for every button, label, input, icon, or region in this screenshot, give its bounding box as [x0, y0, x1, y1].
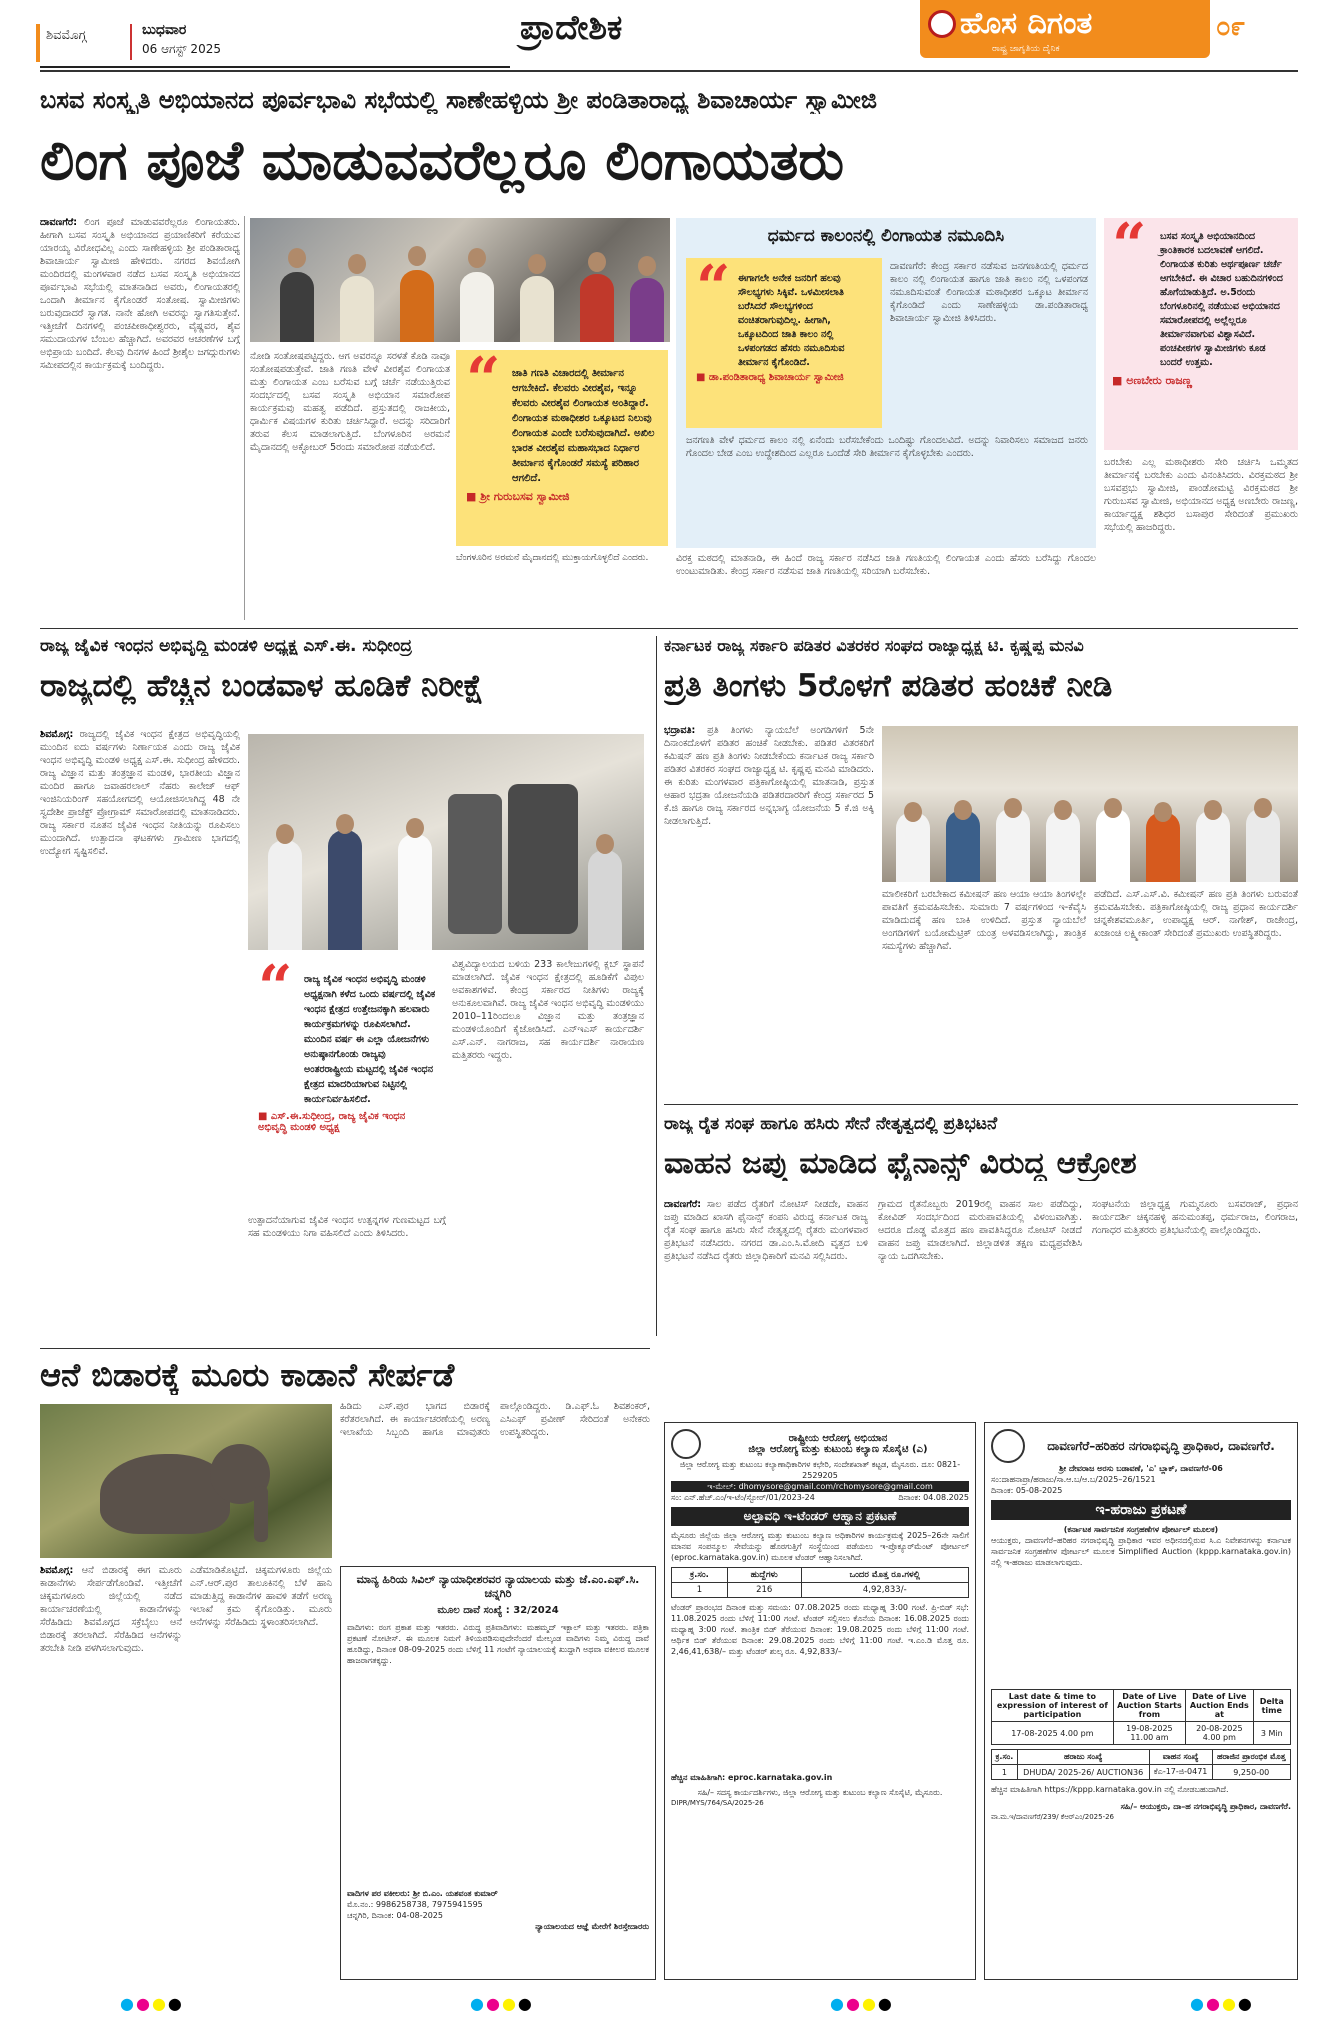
story1-blue-box	[676, 218, 1096, 548]
tender1-schedule: ಟೆಂಡರ್ ಪ್ರಾರಂಭದ ದಿನಾಂಕ ಮತ್ತು ಸಮಯ: 07.08.2025 ರಂದು ಮಧ್ಯಾಹ್ನ 3:00 ಗಂಟೆ. ಪ್ರಿ-ಬಿಡ್ ಸಭೆ: 11.08.2025 ರಂದು ಬೆಳಿಗ್ಗೆ 11:00 ಗಂಟೆ. ಟೆಂಡರ್ ಸಲ್ಲಿಸಲು ಕೊನೆಯ ದಿನಾಂಕ: 16.08.2025 ರಂದು ಮಧ್ಯಾಹ್ನ 3:00 ಗಂಟೆ. ತಾಂತ್ರಿಕ ಬಿಡ್ ತೆರೆಯುವ ದಿನಾಂಕ: 19.08.2025 ರಂದು ಬೆಳಿಗ್ಗೆ 11:00 ಗಂಟೆ. ಆರ್ಥಿಕ ಬಿಡ್ ತೆರೆಯುವ ದಿನಾಂಕ: 29.08.2025 ರಂದು ಬೆಳಿಗ್ಗೆ 11:00 ಗಂಟೆ. ಇ.ಎಂ.ಡಿ ಮೊತ್ತ ರೂ. 2,46,41,638/– ಮತ್ತು ಟೆಂಡರ್ ಶುಲ್ಕ ರೂ. 4,92,833/–	[671, 1603, 969, 1656]
tender2-table2-cell: ಕೆಎ-17-ಜಿ-0471	[1149, 1765, 1212, 1780]
tender-ad-health	[664, 1422, 976, 1980]
story1-dateline: ದಾವಣಗೆರೆ:	[40, 217, 78, 228]
story3-dateline: ಭದ್ರಾವತಿ:	[664, 725, 696, 736]
story4-text-col1: ಸಾಲ ಪಡೆದ ರೈತರಿಗೆ ನೋಟಿಸ್ ನೀಡದೇ, ವಾಹನ ಜಪ್ತು ಮಾಡಿದ ಖಾಸಗಿ ಫೈನಾನ್ಸ್ ಕಂಪನಿ ವಿರುದ್ಧ ಕರ್ನಾಟಕ ರಾಜ್ಯ ರೈತ ಸಂಘ ಹಾಗೂ ಹಸಿರು ಸೇನೆ ನೇತೃತ್ವದಲ್ಲಿ ರೈತರು ಮಂಗಳವಾರ ಪ್ರತಿಭಟನೆ ನಡೆಸಿದರು. ನಗರದ ಡಾ.ಎಂ.ಸಿ.ಮೋದಿ ವೃತ್ತದ ಬಳಿ ಪ್ರತಿಭಟನೆ ನಡೆಸಿದ ರೈತರು ಜಿಲ್ಲಾಧಿಕಾರಿಗೆ ಮನವಿ ಸಲ್ಲಿಸಿದರು.	[664, 1199, 868, 1262]
story2-body-col2: ವಿಶ್ವವಿದ್ಯಾಲಯದ ಬಳಿಯ 233 ಕಾಲೇಜುಗಳಲ್ಲಿ ಕ್ಲಬ್ ಸ್ಥಾಪನೆ ಮಾಡಲಾಗಿದೆ. ಜೈವಿಕ ಇಂಧನ ಕ್ಷೇತ್ರದಲ್ಲಿ ಹೂಡಿಕೆಗೆ ವಿಪುಲ ಅವಕಾಶಗಳಿವೆ. ಕೇಂದ್ರ ಸರ್ಕಾರದ ನೀತಿಗಳು ರಾಜ್ಯಕ್ಕೆ ಅನುಕೂಲವಾಗಿವೆ. ರಾಜ್ಯ ಜೈವಿಕ ಇಂಧನ ಅಭಿವೃದ್ಧಿ ಮಂಡಳಿಯು 2010–11ರಿಂದಲೂ ವಿಜ್ಞಾನ ಮತ್ತು ತಂತ್ರಜ್ಞಾನ ಮಂಡಳಿಯೊಂದಿಗೆ ಕೈಜೋಡಿಸಿದೆ. ಎನ್‌ಇಎಸ್ ಕಾರ್ಯದರ್ಶಿ ಎಸ್.ಎನ್. ನಾಗರಾಜ, ಸಹ ಕಾರ್ಯದರ್ಶಿ ನಾರಾಯಣ ಮತ್ತಿತರರು ಇದ್ದರು.	[452, 959, 644, 1061]
story1-photo	[250, 218, 670, 342]
story2-quote-by: ■ ಎಸ್.ಈ.ಸುಧೀಂದ್ರ, ರಾಜ್ಯ ಜೈವಿಕ ಇಂಧನ ಅಭಿವೃದ್ಧಿ ಮಂಡಳಿ ಅಧ್ಯಕ್ಷ	[258, 1111, 406, 1133]
legal-notice-phone: ಮೊ.ನಂ.: 9986258738, 7975941595	[347, 1900, 483, 1909]
tender2-table-cell: 3 Min	[1253, 1722, 1290, 1745]
registration-marks: ●●●●	[1190, 1994, 1254, 2013]
tender2-table-cell: 19-08-2025 11.00 am	[1113, 1722, 1185, 1745]
story5-text-col1: ಆನೆ ಬಿಡಾರಕ್ಕೆ ಈಗ ಮೂರು ಕಾಡಾನೆಗಳು ಸೇರ್ಪಡೆಗೊಂಡಿವೆ. ಇತ್ತೀಚೆಗೆ ಚಿಕ್ಕಮಗಳೂರು ಜಿಲ್ಲೆಯಲ್ಲಿ ನಡೆದ ಕಾರ್ಯಾಚರಣೆಯಲ್ಲಿ ಕಾಡಾನೆಗಳನ್ನು ಸೆರೆಹಿಡಿದು ಶಿವಮೊಗ್ಗದ ಸಕ್ರೆಬೈಲು ಆನೆ ಬಿಡಾರಕ್ಕೆ ತರಲಾಗಿದೆ. ಸೆರೆಹಿಡಿದ ಆನೆಗಳನ್ನು ತರಬೇತಿ ನೀಡಿ ಪಳಗಿಸಲಾಗುವುದು.	[40, 1565, 182, 1654]
tender2-table2-row	[992, 1765, 1291, 1780]
story2-dateline: ಶಿವಮೊಗ್ಗ:	[40, 729, 74, 740]
story2-body-col3: ಉತ್ಪಾದನೆಯಾಗುವ ಜೈವಿಕ ಇಂಧನ ಉತ್ಪನ್ನಗಳ ಗುಣಮಟ್ಟದ ಬಗ್ಗೆ ಸಹ ಮಂಡಳಿಯು ನಿಗಾ ವಹಿಸಲಿದೆ ಎಂದು ತಿಳಿಸಿದರು.	[248, 1215, 446, 1239]
legal-notice	[340, 1566, 656, 1980]
tender1-table-row	[672, 1583, 969, 1598]
story1-headline: ಲಿಂಗ ಪೂಜೆ ಮಾಡುವವರೆಲ್ಲರೂ ಲಿಂಗಾಯತರು	[40, 129, 845, 192]
quote-mark-icon: “	[258, 953, 293, 1023]
emblem-icon	[671, 1429, 701, 1459]
blue-box-quote-by: ■ ಡಾ.ಪಂಡಿತಾರಾಧ್ಯ ಶಿವಾಚಾರ್ಯ ಸ್ವಾಮೀಜಿ	[696, 372, 844, 383]
story1-body-col4: ಬರಬೇಕು ಎಲ್ಲ ಮಠಾಧೀಶರು ಸೇರಿ ಚರ್ಚಿಸಿ ಒಮ್ಮತದ ತೀರ್ಮಾನಕ್ಕೆ ಬರಬೇಕು ಎಂದು ವಿನಂತಿಸಿದರು. ವಿರಕ್ತಮಠದ ಶ್ರೀ ಬಸವಪ್ರಭು ಸ್ವಾಮೀಜಿ, ಪಾಂಡೋಮಟ್ಟಿ ವಿರಕ್ತಮಠದ ಶ್ರೀ ಗುರುಬಸವ ಸ್ವಾಮೀಜಿ, ಅಭಿಯಾನದ ಅಧ್ಯಕ್ಷ ಅಣಬೇರು ರಾಜಣ್ಣ, ಕಾರ್ಯಾಧ್ಯಕ್ಷ ಶಶಿಧರ ಬಸಾಪುರ ಸೇರಿದಂತೆ ಪ್ರಮುಖರು ಸಭೆಯಲ್ಲಿ ಹಾಜರಿದ್ದರು.	[1104, 457, 1298, 533]
legal-notice-title: ಮಾನ್ಯ ಹಿರಿಯ ಸಿವಿಲ್ ನ್ಯಾಯಾಧೀಶರವರ ನ್ಯಾಯಾಲಯ ಮತ್ತು ಜೆ.ಎಂ.ಎಫ್.ಸಿ. ಚನ್ನಗಿರಿ	[356, 1573, 640, 1600]
registration-marks: ●●●●	[120, 1994, 184, 2013]
tender1-sign: ಸಹಿ/– ಸದಸ್ಯ ಕಾರ್ಯದರ್ಶಿಗಳು, ಜಿಲ್ಲಾ ಆರೋಗ್ಯ ಮತ್ತು ಕುಟುಂಬ ಕಲ್ಯಾಣ ಸೊಸೈಟಿ, ಮೈಸೂರು.	[697, 1788, 943, 1797]
story5-headline: ಆನೆ ಬಿಡಾರಕ್ಕೆ ಮೂರು ಕಾಡಾನೆ ಸೇರ್ಪಡೆ	[40, 1356, 455, 1394]
story5-body-right: ಹಿಡಿದು ಎಸ್.ಪುರ ಭಾಗದ ಬಿಡಾರಕ್ಕೆ ಕರೆತರಲಾಗಿದೆ. ಈ ಕಾರ್ಯಾಚರಣೆಯಲ್ಲಿ ಅರಣ್ಯ ಇಲಾಖೆಯ ಸಿಬ್ಬಂದಿ ಹಾಗೂ ಮಾವುತರು ಪಾಲ್ಗೊಂಡಿದ್ದರು. ಡಿ.ಎಫ್.ಓ ಶಿವಶಂಕರ್, ಎಸಿಎಫ್ ಪ್ರವೀಣ್ ಸೇರಿದಂತೆ ಅನೇಕರು ಉಪಸ್ಥಿತರಿದ್ದರು.	[340, 1401, 650, 1438]
tender1-ref-date: ದಿನಾಂಕ: 04.08.2025	[898, 1493, 969, 1502]
pink-box-text: ಬಸವ ಸಂಸ್ಕೃತಿ ಅಭಿಯಾನದಿಂದ ಕ್ರಾಂತಿಕಾರಕ ಬದಲಾವಣೆ ಆಗಲಿದೆ. ಲಿಂಗಾಯತ ಕುರಿತು ಅರ್ಥಪೂರ್ಣ ಚರ್ಚೆ ಆಗಬೇಕಿದೆ. ಈ ವಿಚಾರ ಬಹುದಿನಗಳಿಂದ ಹೊಗೆಯಾಡುತ್ತಿದೆ. ಅ.5ರಂದು ಬೆಂಗಳೂರಿನಲ್ಲಿ ನಡೆಯುವ ಅಭಿಯಾನದ ಸಮಾರೋಪದಲ್ಲಿ ಅಲ್ಲೆಲ್ಲರೂ ತೀರ್ಮಾನವಾಗುವ ವಿಶ್ವಾಸವಿದೆ. ಪಂಚಪೀಠಗಳ ಸ್ವಾಮೀಜಿಗಳು ಕೂಡ ಬಂದರೆ ಉತ್ತಮ.	[1160, 231, 1283, 368]
tender2-addr: ಶ್ರೀ ದೇವರಾಜ ಅರಸು ಬಡಾವಣೆ, 'ಎ' ಬ್ಲಾಕ್, ದಾವಣಗೆರೆ-06	[1059, 1464, 1223, 1473]
tender2-table-cell: 17-08-2025 4.00 pm	[992, 1722, 1114, 1745]
column-rule	[656, 636, 657, 1336]
story1-body-col5: ವಿರಕ್ತ ಮಠದಲ್ಲಿ ಮಾತನಾಡಿ, ಈ ಹಿಂದೆ ರಾಜ್ಯ ಸರ್ಕಾರ ನಡೆಸಿದ ಜಾತಿ ಗಣತಿಯಲ್ಲಿ ಲಿಂಗಾಯತ ಎಂದು ಹೆಸರು ಬರೆಸಿದ್ದು ಗೊಂದಲ ಉಂಟುಮಾಡಿತು. ಕೇಂದ್ರ ಸರ್ಕಾರ ನಡೆಸುವ ಜಾತಿ ಗಣತಿಯಲ್ಲಿ ಸರಿಯಾಗಿ ಬರೆಸಬೇಕು.	[676, 553, 1096, 577]
tender2-subheading: (ಕರ್ನಾಟಕ ಸಾರ್ವಜನಿಕ ಸಂಗ್ರಹಣೆಗಳ ಪೋರ್ಟಲ್ ಮೂಲಕ)	[1063, 1525, 1219, 1534]
tender2-org: ದಾವಣಗೆರೆ–ಹರಿಹರ ನಗರಾಭಿವೃದ್ಧಿ ಪ್ರಾಧಿಕಾರ, ದಾವಣಗೆರೆ.	[1047, 1438, 1275, 1453]
story1-kicker: ಬಸವ ಸಂಸ್ಕೃತಿ ಅಭಿಯಾನದ ಪೂರ್ವಭಾವಿ ಸಭೆಯಲ್ಲಿ ಸಾಣೇಹಳ್ಳಿಯ ಶ್ರೀ ಪಂಡಿತಾರಾಧ್ಯ ಶಿವಾಚಾರ್ಯ ಸ್ವಾಮೀಜಿ	[40, 86, 877, 114]
story3-headline: ಪ್ರತಿ ತಿಂಗಳು 5ರೊಳಗೆ ಪಡಿತರ ಹಂಚಿಕೆ ನೀಡಿ	[664, 668, 1113, 704]
tender2-ref-date: ದಿನಾಂಕ: 05-08-2025	[991, 1486, 1063, 1495]
tender1-addr: ಜಿಲ್ಲಾ ಆರೋಗ್ಯ ಮತ್ತು ಕುಟುಂಬ ಕಲ್ಯಾಣಾಧಿಕಾರಿಗಳ ಕಛೇರಿ, ಸಂದೇಶಖಾತ್ ಕಟ್ಟಡ, ಮೈಸೂರು. ದೂ: 0821-2529205	[679, 1460, 961, 1480]
story5-body-col1	[40, 1564, 182, 1980]
registration-marks: ●●●●	[830, 1994, 894, 2013]
tender1-table-cell: 4,92,833/-	[801, 1583, 968, 1598]
story3-body-col1	[664, 724, 874, 1094]
tender2-heading: ಇ-ಹರಾಜು ಪ್ರಕಟಣೆ	[991, 1500, 1291, 1520]
legal-notice-seal: ನ್ಯಾಯಾಲಯದ ಆಜ್ಞೆ ಮೇರೆಗೆ ಶಿರಸ್ತೇದಾರರು	[535, 1922, 649, 1931]
story2-body-col1	[40, 728, 240, 1340]
tender2-table2-header-cell: ಹರಾಜು ಸಂಖ್ಯೆ	[1017, 1750, 1149, 1765]
tender2-footer: ಹೆಚ್ಚಿನ ಮಾಹಿತಿಗಾಗಿ https://kppp.karnataka.gov.in ನಲ್ಲಿ ನೋಡಬಹುದಾಗಿದೆ.	[991, 1785, 1229, 1794]
tender1-ref: ಸಂ: ಎನ್.ಹೆಚ್.ಎಂ/ಇ-ಟೆಂ/ಸ್ಟೋರ್/01/2023-24	[671, 1493, 815, 1502]
story1-quote-text: ಜಾತಿ ಗಣತಿ ವಿಚಾರದಲ್ಲಿ ತೀರ್ಮಾನ ಆಗಬೇಕಿದೆ. ಕೆಲವರು ವೀರಶೈವ, ಇನ್ನೂ ಕೆಲವರು ವೀರಶೈವ ಲಿಂಗಾಯತ ಅಂತಿದ್ದಾರೆ. ಲಿಂಗಾಯತ ಮಠಾಧೀಶರ ಒಕ್ಕೂಟದ ನಿಲುವು ಲಿಂಗಾಯತ ಎಂದೇ ಬರೆಸುವುದಾಗಿದೆ. ಅಖಿಲ ಭಾರತ ವೀರಶೈವ ಮಹಾಸಭಾದ ನಿರ್ಧಾರ ತೀರ್ಮಾನ ಕೈಗೊಂಡರೆ ಸಮಸ್ಯೆ ಪರಿಹಾರ ಆಗಲಿದೆ.	[512, 368, 655, 484]
tender2-intro: ಆಯುಕ್ತರು, ದಾವಣಗೆರೆ–ಹರಿಹರ ನಗರಾಭಿವೃದ್ಧಿ ಪ್ರಾಧಿಕಾರ ಇವರ ಅಧೀನದಲ್ಲಿರುವ ಸಿ.ಎ ನಿವೇಶನಗಳನ್ನು ಕರ್ನಾಟಕ ಸಾರ್ವಜನಿಕ ಸಂಗ್ರಹಣೆಗಳ ಪೋರ್ಟಲ್ ಮೂಲಕ Simplified Auction (kppp.karnataka.gov.in) ನಲ್ಲಿ ಇ-ಹರಾಜು ಮಾಡಲಾಗುವುದು.	[991, 1536, 1291, 1567]
tender2-table2-header-cell: ಕ್ರ.ಸಂ.	[992, 1750, 1018, 1765]
tender2-table-header-cell: Date of Live Auction Starts from	[1113, 1690, 1185, 1722]
masthead-left	[40, 22, 510, 68]
story2-photo	[248, 734, 644, 950]
story2-kicker: ರಾಜ್ಯ ಜೈವಿಕ ಇಂಧನ ಅಭಿವೃದ್ಧಿ ಮಂಡಳಿ ಅಧ್ಯಕ್ಷ ಎಸ್.ಈ. ಸುಧೀಂದ್ರ	[40, 636, 412, 656]
tender1-table-cell: 1	[672, 1583, 728, 1598]
tender1-web: ಹೆಚ್ಚಿನ ಮಾಹಿತಿಗಾಗಿ: eproc.karnataka.gov.in	[671, 1773, 833, 1782]
story1-text-col1: ಲಿಂಗ ಪೂಜೆ ಮಾಡುವವರೆಲ್ಲರೂ ಲಿಂಗಾಯತರು. ಹೀಗಾಗಿ ಬಸವ ಸಂಸ್ಕೃತಿ ಅಭಿಯಾನದ ಪ್ರಯಾಣಿಕರಿಗೆ ಕರೆಯುವ ಯಾರಯ್ಯ ವಿರೋಧವಿಲ್ಲ ಎಂದು ಸಾಣೇಹಳ್ಳಿಯ ಶ್ರೀ ಪಂಡಿತಾರಾಧ್ಯ ಶಿವಾಚಾರ್ಯ ಸ್ವಾಮೀಜಿ ಹೇಳಿದರು. ನಗರದ ಶಿವಯೋಗಿ ಮಂದಿರದಲ್ಲಿ ಮಂಗಳವಾರ ನಡೆದ ಬಸವ ಸಂಸ್ಕೃತಿ ಅಭಿಯಾನದ ಪೂರ್ವಭಾವಿ ಸಭೆಯಲ್ಲಿ ಮಾತನಾಡಿದ ಅವರು, ಲಿಂಗಾಯತರಲ್ಲಿ ಒಂದಾಗಿ ತೀರ್ಮಾನ ಕೈಗೊಂಡರೆ ಸಂತೋಷ. ಸ್ವಾಮೀಜಿಗಳು ಬರುವುದಾದರೆ ಸ್ವಾಗತ. ನಾನೇ ಹೋಗಿ ಅವರನ್ನು ಸ್ವಾಗತಿಸುತ್ತೇನೆ. ಇತ್ತೀಚೆಗೆ ದಿನಗಳಲ್ಲಿ ಪಂಚಪೀಠಾಧೀಶ್ವರರು, ವೈಷ್ಣವರ, ಶೈವ ಸಮುದಾಯಗಳ ಬೆಂಬಲ ಹೆಚ್ಚಾಗಿದೆ. ಅವರವರ ಆಚರಣೆಗಳ ಬಗ್ಗೆ ಅಭಿಪ್ರಾಯ ಬಂದಿದೆ. ಕೆಲವು ದಿನಗಳ ಹಿಂದೆ ಶ್ರೀಶೈಲ ಜಗದ್ಗುರುಗಳು ಸಮೀಪದಲ್ಲಿನ ಕಾರ್ಯಕ್ರಮಕ್ಕೆ ಬಂದಿದ್ದರು.	[40, 217, 240, 371]
tender2-ref: ಸಂ:ದಾಹನಾಪ್ರಾ/ಹರಾಜು/ಸಾ.ಆ.ಬ/ಆ.ಬ/2025–26/1521	[991, 1475, 1156, 1484]
tender2-sign: ಸಹಿ/– ಆಯುಕ್ತರು, ದಾ–ಹ ನಗರಾಭಿವೃದ್ಧಿ ಪ್ರಾಧಿಕಾರ, ದಾವಣಗೆರೆ.	[1120, 1802, 1291, 1811]
legal-notice-advocate: ವಾದಿಗಳ ಪರ ವಕೀಲರು: ಶ್ರೀ ಬಿ.ಎಂ. ಯಶವಂತ ಕುಮಾರ್	[347, 1889, 498, 1898]
quote-mark-icon: “	[696, 253, 731, 323]
story5-dateline: ಶಿವಮೊಗ್ಗ:	[40, 1565, 74, 1576]
quote-mark-icon: “	[466, 345, 501, 415]
blue-box-quote	[686, 253, 882, 428]
tender1-email: ಇ-ಮೇಲ್: dhomysore@gmail.com/rchomysore@gmail.com	[671, 1481, 969, 1492]
tender1-table-header-cell: ಒಂದರ ಮೊತ್ತ ರೂ.ಗಳಲ್ಲಿ	[801, 1568, 968, 1583]
tender2-table2	[991, 1749, 1291, 1780]
tender2-table2-cell: 1	[992, 1765, 1018, 1780]
masthead-divider	[130, 24, 132, 60]
tender1-intro: ಮೈಸೂರು ಜಿಲ್ಲೆಯ ಜಿಲ್ಲಾ ಆರೋಗ್ಯ ಮತ್ತು ಕುಟುಂಬ ಕಲ್ಯಾಣ ಅಧಿಕಾರಿಗಳ ಕಾರ್ಯಕ್ರಮಕ್ಕೆ 2025–26ನೇ ಸಾಲಿಗೆ ಮಾನವ ಸಂಪನ್ಮೂಲ ಸೇವೆಯನ್ನು ಹೊರಗುತ್ತಿಗೆ ಸಂಸ್ಥೆಯಿಂದ ಪಡೆಯಲು ಇ-ಪ್ರೊಕ್ಯೂರ್‌ಮೆಂಟ್ ಪೋರ್ಟಲ್ (eproc.karnataka.gov.in) ಮೂಲಕ ಟೆಂಡರ್ ಆಹ್ವಾನಿಸಲಾಗಿದೆ.	[671, 1531, 969, 1562]
tender2-table-row	[992, 1722, 1291, 1745]
masthead-day: ಬುಧವಾರ	[142, 22, 187, 38]
story5-elephant-photo	[40, 1404, 332, 1558]
masthead-accent	[36, 24, 40, 62]
blue-box-body-right: ದಾವಣಗೆರೆ: ಕೇಂದ್ರ ಸರ್ಕಾರ ನಡೆಸುವ ಜನಗಣತಿಯಲ್ಲಿ ಧರ್ಮದ ಕಾಲಂ ನಲ್ಲಿ ಲಿಂಗಾಯತ ಹಾಗೂ ಜಾತಿ ಕಾಲಂ ನಲ್ಲಿ ಒಳಪಂಗಡ ನಮೂದಿಸುವಂತೆ ಲಿಂಗಾಯತ ಮಠಾಧೀಶರ ಒಕ್ಕೂಟ ತೀರ್ಮಾನ ಕೈಗೊಂಡಿದೆ ಎಂದು ಸಾಣೇಹಳ್ಳಿಯ ಡಾ.ಪಂಡಿತಾರಾಧ್ಯ ಶಿವಾಚಾರ್ಯ ಸ್ವಾಮೀಜಿ ತಿಳಿಸಿದರು.	[890, 261, 1088, 324]
section-title: ಪ್ರಾದೇಶಿಕ	[520, 8, 623, 48]
column-rule	[244, 216, 245, 620]
story1-body-col2: ನೋಡಿ ಸಂತೋಷಪಟ್ಟಿದ್ದರು. ಆಗ ಅವರನ್ನೂ ಸರಳತೆ ಕೊಡಿ ನಾವೂ ಸಂತೋಷಪಡುತ್ತೇವೆ. ಜಾತಿ ಗಣತಿ ವೇಳೆ ವೀರಶೈವ ಲಿಂಗಾಯತ ಮತ್ತು ಲಿಂಗಾಯತ ಎಂಬ ಬರೆಸುವ ಬಗ್ಗೆ ಚರ್ಚೆ ನಡೆಯುತ್ತಿರುವ ಸಂದರ್ಭದಲ್ಲಿ ಬಸವ ಸಂಸ್ಕೃತಿ ಅಭಿಯಾನ ಸಮಾರೋಪ ಕಾರ್ಯಕ್ರಮವು ಮಹತ್ವ ಪಡೆದಿದೆ. ಪ್ರಸ್ತುತದಲ್ಲಿ ರಾಜಕೀಯ, ಧಾರ್ಮಿಕ ವಿಷಯಗಳ ಕುರಿತು ಚರ್ಚಿಸಿದ್ದಾರೆ. ಅದನ್ನು ಸರಿದಾರಿಗೆ ತರುವ ಕೆಲಸ ಮಾಡಲಾಗುತ್ತಿದೆ. ಬೆಂಗಳೂರಿನ ಅರಮನೆ ಮೈದಾನದಲ್ಲಿ ಅಕ್ಟೋಬರ್ 5ರಂದು ಸಮಾರೋಪ ನಡೆಯಲಿದೆ.	[250, 351, 450, 453]
story3-body-col3: ಪಡೆದಿದೆ. ಎಸ್.ಎಸ್.ವಿ. ಕಮೀಷನ್ ಹಣ ಪ್ರತಿ ತಿಂಗಳು ಬರುವಂತೆ ಕ್ರಮವಹಿಸಬೇಕು. ಪತ್ರಿಕಾಗೋಷ್ಠಿಯಲ್ಲಿ ರಾಜ್ಯ ಪ್ರಧಾನ ಕಾರ್ಯದರ್ಶಿ ಚನ್ನಕೇಶವಮೂರ್ತಿ, ಉಪಾಧ್ಯಕ್ಷ ಆರ್. ನಾಗೇಶ್, ರಾಜೇಂದ್ರ, ಖಜಾಂಚಿ ಲಕ್ಷ್ಮೀಕಾಂತ್ ಸೇರಿದಂತೆ ಪ್ರಮುಖರು ಉಪಸ್ಥಿತರಿದ್ದರು.	[1094, 889, 1298, 939]
tender1-dept: ಜಿಲ್ಲಾ ಆರೋಗ್ಯ ಮತ್ತು ಕುಟುಂಬ ಕಲ್ಯಾಣ ಸೊಸೈಟಿ (ಎ)	[748, 1444, 928, 1455]
tender2-code: ವಾ.ಮ.ಇ/ದಾವಣಗೆರೆ/239/ ಕೆಆರ್‌ಎಂ/2025-26	[991, 1813, 1115, 1821]
brand-name: ಹೊಸ ದಿಗಂತ	[960, 6, 1093, 41]
tender-ad-auction	[984, 1422, 1298, 1980]
tender1-org: ರಾಷ್ಟ್ರೀಯ ಆರೋಗ್ಯ ಅಭಿಯಾನ	[788, 1433, 888, 1444]
brand-logo-icon	[928, 10, 956, 38]
tender1-code: DIPR/MYS/764/SA/2025-26	[671, 1799, 764, 1807]
tender2-table-header-cell: Last date & time to expression of interest of participation	[992, 1690, 1114, 1722]
blue-box-body-bottom: ಜನಗಣತಿ ವೇಳೆ ಧರ್ಮದ ಕಾಲಂ ನಲ್ಲಿ ಏನೆಂದು ಬರೆಸಬೇಕೆಂದು ಒಂದಿಷ್ಟು ಗೊಂದಲವಿದೆ. ಅದನ್ನು ನಿವಾರಿಸಲು ಸಮಾಜದ ಜನರು ಗೊಂದಲ ಬೇಡ ಎಂಬ ಉದ್ದೇಶದಿಂದ ಎಲ್ಲರೂ ಒಂದೆಡೆ ಸೇರಿ ತೀರ್ಮಾನ ಕೈಗೊಳ್ಳಬೇಕು ಎಂದರು.	[686, 435, 1088, 459]
story4-body-col2: ಗ್ರಾಮದ ರೈತನೊಬ್ಬರು 2019ರಲ್ಲಿ ವಾಹನ ಸಾಲ ಪಡೆದಿದ್ದು, ಕೋವಿಡ್ ಸಂದರ್ಭದಿಂದ ಮರುಪಾವತಿಯಲ್ಲಿ ವಿಳಂಬವಾಗಿತ್ತು. ಆದರೂ ದೊಡ್ಡ ಮೊತ್ತದ ಹಣ ಪಾವತಿಸಿದ್ದರೂ ನೋಟಿಸ್ ನೀಡದೆ ವಾಹನ ಜಪ್ತು ಮಾಡಲಾಗಿದೆ. ಜಿಲ್ಲಾಡಳಿತ ತಕ್ಷಣ ಮಧ್ಯಪ್ರವೇಶಿಸಿ ನ್ಯಾಯ ಒದಗಿಸಬೇಕು.	[878, 1199, 1082, 1262]
story3-kicker: ಕರ್ನಾಟಕ ರಾಜ್ಯ ಸರ್ಕಾರಿ ಪಡಿತರ ವಿತರಕರ ಸಂಘದ ರಾಜ್ಯಾಧ್ಯಕ್ಷ ಟಿ. ಕೃಷ್ಣಪ್ಪ ಮನವಿ	[664, 636, 1084, 655]
tender2-table2-cell: DHUDA/ 2025-26/ AUCTION36	[1017, 1765, 1149, 1780]
brand-tagline: ರಾಷ್ಟ್ರ ಜಾಗೃತಿಯ ದೈನಿಕ	[992, 44, 1060, 54]
tender2-table	[991, 1689, 1291, 1745]
legal-notice-body: ವಾದಿಗಳು: ರಂಗ ಪ್ರಕಾಶ ಮತ್ತು ಇತರರು. ವಿರುದ್ಧ ಪ್ರತಿವಾದಿಗಳು: ಮಹಮ್ಮದ್ ಇಕ್ಬಾಲ್ ಮತ್ತು ಇತರರು. ಪತ್ರಿಕಾ ಪ್ರಕಟಣೆ ನೋಟೀಸ್. ಈ ಮೂಲಕ ನಿಮಗೆ ತಿಳಿಯಪಡಿಸುವುದೇನೆಂದರೆ ಮೇಲ್ಕಂಡ ವಾದಿಗಳು ನಿಮ್ಮ ವಿರುದ್ಧ ದಾವೆ ಹೂಡಿದ್ದು, ದಿನಾಂಕ 08-09-2025 ರಂದು ಬೆಳಿಗ್ಗೆ 11 ಗಂಟೆಗೆ ನ್ಯಾಯಾಲಯಕ್ಕೆ ಖುದ್ದಾಗಿ ಅಥವಾ ವಕೀಲರ ಮೂಲಕ ಹಾಜರಾಗತಕ್ಕದ್ದು.	[347, 1623, 649, 1665]
story3-photo	[882, 726, 1298, 882]
story4-dateline: ದಾವಣಗೆರೆ:	[664, 1199, 702, 1210]
story2-quote-box	[248, 953, 446, 1208]
story5-body-col2: ಎಡೆಮಾಡಿಕೊಟ್ಟಿದೆ. ಚಿಕ್ಕಮಗಳೂರು ಜಿಲ್ಲೆಯ ಎನ್.ಆರ್.ಪುರ ತಾಲೂಕಿನಲ್ಲಿ ಬೆಳೆ ಹಾನಿ ಮಾಡುತ್ತಿದ್ದ ಕಾಡಾನೆಗಳ ಹಾವಳಿ ತಡೆಗೆ ಅರಣ್ಯ ಇಲಾಖೆ ಕ್ರಮ ಕೈಗೊಂಡಿತ್ತು. ಮೂರು ಆನೆಗಳನ್ನು ಸೆರೆಹಿಡಿದು ಸ್ಥಳಾಂತರಿಸಲಾಗಿದೆ.	[190, 1565, 332, 1628]
blue-box-title: ಧರ್ಮದ ಕಾಲಂನಲ್ಲಿ ಲಿಂಗಾಯತ ನಮೂದಿಸಿ	[767, 226, 1005, 246]
tender2-table2-header-cell: ಹರಾಜಿನ ಪ್ರಾರಂಭಿಕ ಮೊತ್ತ	[1212, 1750, 1290, 1765]
story2-text-col1: ರಾಜ್ಯದಲ್ಲಿ ಜೈವಿಕ ಇಂಧನ ಕ್ಷೇತ್ರದ ಅಭಿವೃದ್ಧಿಯಲ್ಲಿ ಮುಂದಿನ ಐದು ವರ್ಷಗಳು ನಿರ್ಣಾಯಕ ಎಂದು ರಾಜ್ಯ ಜೈವಿಕ ಇಂಧನ ಅಭಿವೃದ್ಧಿ ಮಂಡಳಿ ಅಧ್ಯಕ್ಷ ಎಸ್.ಈ. ಸುಧೀಂದ್ರ ಹೇಳಿದರು. ರಾಜ್ಯ ವಿಜ್ಞಾನ ಮತ್ತು ತಂತ್ರಜ್ಞಾನ ಮಂಡಳಿ, ಭಾರತೀಯ ವಿಜ್ಞಾನ ಮಂದಿರ ಹಾಗೂ ಜವಾಹರಲಾಲ್ ನೆಹರು ಕಾಲೇಜ್ ಆಫ್ ಇಂಜಿನಿಯರಿಂಗ್ ಸಹಯೋಗದಲ್ಲಿ ಆಯೋಜಿಸಲಾಗಿದ್ದ 48 ನೇ ಸ್ವದೇಶೀ ಪ್ರಾಜೆಕ್ಟ್ ಪ್ರೋಗ್ರಾಮ್ ಸಮಾರೋಪದಲ್ಲಿ ಮಾತನಾಡಿದರು. ರಾಜ್ಯ ಸರ್ಕಾರ ನೂತನ ಜೈವಿಕ ಇಂಧನ ನೀತಿಯನ್ನು ರೂಪಿಸಲು ಮುಂದಾಗಿದೆ. ಉತ್ಪಾದನಾ ಘಟಕಗಳು ಗ್ರಾಮೀಣ ಭಾಗದಲ್ಲಿ ಉದ್ಯೋಗ ಸೃಷ್ಟಿಸಲಿವೆ.	[40, 729, 240, 857]
story4-body-col3: ಸಂಘಟನೆಯ ಜಿಲ್ಲಾಧ್ಯಕ್ಷ ಗುಮ್ಮನೂರು ಬಸವರಾಜ್, ಪ್ರಧಾನ ಕಾರ್ಯದರ್ಶಿ ಚಿಕ್ಕನಹಳ್ಳಿ ಹನುಮಂತಪ್ಪ, ಧರ್ಮರಾಜ, ಲಿಂಗರಾಜ, ಗಂಗಾಧರ ಮತ್ತಿತರರು ಪ್ರತಿಭಟನೆಯಲ್ಲಿ ಪಾಲ್ಗೊಂಡಿದ್ದರು.	[1092, 1199, 1298, 1236]
tender1-table	[671, 1567, 969, 1598]
page-number: ೦೯	[1216, 12, 1246, 42]
story1-body-col1	[40, 216, 240, 620]
tender1-heading: ಅಲ್ಪಾವಧಿ ಇ-ಟೆಂಡರ್ ಆಹ್ವಾನ ಪ್ರಕಟಣೆ	[671, 1507, 969, 1526]
section-rule	[40, 628, 1298, 629]
story1-quote-box	[456, 345, 668, 546]
quote-mark-icon: “	[1112, 211, 1147, 281]
story4-kicker: ರಾಜ್ಯ ರೈತ ಸಂಘ ಹಾಗೂ ಹಸಿರು ಸೇನೆ ನೇತೃತ್ವದಲ್ಲಿ ಪ್ರತಿಭಟನೆ	[664, 1114, 998, 1134]
legal-notice-date: ಚನ್ನಗಿರಿ, ದಿನಾಂಕ: 04-08-2025	[347, 1911, 443, 1920]
tender2-table-cell: 20-08-2025 4.00 pm	[1186, 1722, 1253, 1745]
registration-marks: ●●●●	[470, 1994, 534, 2013]
masthead-city: ಶಿವಮೊಗ್ಗ	[46, 28, 87, 43]
tender1-table-header-cell: ಹುದ್ದೆಗಳು	[727, 1568, 801, 1583]
story2-quote-text: ರಾಜ್ಯ ಜೈವಿಕ ಇಂಧನ ಅಭಿವೃದ್ಧಿ ಮಂಡಳಿ ಅಧ್ಯಕ್ಷನಾಗಿ ಕಳೆದ ಒಂದು ವರ್ಷದಲ್ಲಿ ಜೈವಿಕ ಇಂಧನ ಕ್ಷೇತ್ರದ ಉತ್ತೇಜನಕ್ಕಾಗಿ ಹಲವಾರು ಕಾರ್ಯಕ್ರಮಗಳನ್ನು ರೂಪಿಸಲಾಗಿದೆ. ಮುಂದಿನ ವರ್ಷ ಈ ಎಲ್ಲಾ ಯೋಜನೆಗಳು ಅನುಷ್ಠಾನಗೊಂಡು ರಾಜ್ಯವು ಅಂತರರಾಷ್ಟ್ರೀಯ ಮಟ್ಟದಲ್ಲಿ ಜೈವಿಕ ಇಂಧನ ಕ್ಷೇತ್ರದ ಮಾದರಿಯಾಗುವ ನಿಟ್ಟಿನಲ್ಲಿ ಕಾರ್ಯನಿರ್ವಹಿಸಲಿದೆ.	[304, 974, 436, 1105]
blue-box-quote-text: ಈಗಾಗಲೇ ಅನೇಕ ಜನರಿಗೆ ಹಲವು ಸೌಲಭ್ಯಗಳು ಸಿಕ್ಕಿವೆ. ಒಳಮೀಸಲಾತಿ ಬರೆಸಿದರೆ ಸೌಲಭ್ಯಗಳಿಂದ ವಂಚಿತರಾಗುವುದಿಲ್ಲ. ಹೀಗಾಗಿ, ಒಕ್ಕೂಟದಿಂದ ಜಾತಿ ಕಾಲಂ ನಲ್ಲಿ ಒಳಪಂಗಡದ ಹೆಸರು ನಮೂದಿಸುವ ತೀರ್ಮಾನ ಕೈಗೊಂಡಿದೆ.	[738, 273, 845, 368]
tender2-table2-cell: 9,250-00	[1212, 1765, 1290, 1780]
story1-pink-box	[1104, 211, 1298, 450]
story4-body-col1	[664, 1198, 868, 1348]
tender2-table2-header-cell: ವಾಹನ ಸಂಖ್ಯೆ	[1149, 1750, 1212, 1765]
tender1-table-header-cell: ಕ್ರ.ಸಂ.	[672, 1568, 728, 1583]
story3-body-col2: ಮಾಲೀಕರಿಗೆ ಬರಬೇಕಾದ ಕಮೀಷನ್ ಹಣ ಆಯಾ ಆಯಾ ತಿಂಗಳಲ್ಲೇ ಪಾವತಿಗೆ ಕ್ರಮವಹಿಸಬೇಕು. ಸುಮಾರು 7 ವರ್ಷಗಳಿಂದ ಇ-ಕೆವೈಸಿ ಮಾಡಿದುದಕ್ಕೆ ಹಣ ಬಾಕಿ ಉಳಿದಿದೆ. ಪ್ರಸ್ತುತ ನ್ಯಾಯಬೆಲೆ ಅಂಗಡಿಗಳಿಗೆ ಬಯೋಮೆಟ್ರಿಕ್ ಯಂತ್ರ ಅಳವಡಿಸಲಾಗಿದ್ದು, ತಾಂತ್ರಿಕ ಸಮಸ್ಯೆಗಳು ಹೆಚ್ಚಾಗಿವೆ.	[882, 889, 1086, 952]
pink-box-by: ■ ಅಣಬೇರು ರಾಜಣ್ಣ	[1112, 374, 1192, 387]
story3-text-col1: ಪ್ರತಿ ತಿಂಗಳು ನ್ಯಾಯಬೆಲೆ ಅಂಗಡಿಗಳಿಗೆ 5ನೇ ದಿನಾಂಕದೊಳಗೆ ಪಡಿತರ ಹಂಚಿಕೆ ನೀಡಬೇಕು. ಪಡಿತರ ವಿತರಕರಿಗೆ ಕಮಿಷನ್ ಹಣ ಪ್ರತಿ ತಿಂಗಳು ನೀಡಬೇಕೆಂದು ಕರ್ನಾಟಕ ರಾಜ್ಯ ಸರ್ಕಾರಿ ಪಡಿತರ ವಿತರಕರ ಸಂಘದ ರಾಜ್ಯಾಧ್ಯಕ್ಷ ಟಿ. ಕೃಷ್ಣಪ್ಪ ಮನವಿ ಮಾಡಿದರು. ಈ ಕುರಿತು ಮಂಗಳವಾರ ಪತ್ರಿಕಾಗೋಷ್ಠಿಯಲ್ಲಿ ಮಾತನಾಡಿ, ಪ್ರಸ್ತುತ ಆಹಾರ ಭದ್ರತಾ ಯೋಜನೆಯಡಿ ಪಡಿತರದಾರರಿಗೆ ಕೇಂದ್ರ ಸರ್ಕಾರದ 5 ಕೆ.ಜಿ ಹಾಗೂ ರಾಜ್ಯ ಸರ್ಕಾರದ ಅನ್ನಭಾಗ್ಯ ಯೋಜನೆಯ 5 ಕೆ.ಜಿ ಅಕ್ಕಿ ನೀಡಲಾಗುತ್ತಿದೆ.	[664, 725, 874, 827]
tender1-table-cell: 216	[727, 1583, 801, 1598]
story2-headline: ರಾಜ್ಯದಲ್ಲಿ ಹೆಚ್ಚಿನ ಬಂಡವಾಳ ಹೂಡಿಕೆ ನಿರೀಕ್ಷೆ	[40, 668, 484, 704]
story1-body-col3: ಬೆಂಗಳೂರಿನ ಅರಮನೆ ಮೈದಾನದಲ್ಲಿ ಮುಕ್ತಾಯಗೊಳ್ಳಲಿದೆ ಎಂದರು.	[456, 553, 649, 563]
tender2-table-header-cell: Delta time	[1253, 1690, 1290, 1722]
section-rule	[40, 1348, 650, 1349]
masthead-date: 06 ಆಗಸ್ಟ್ 2025	[142, 42, 221, 56]
legal-notice-case: ಮೂಲ ದಾವೆ ಸಂಖ್ಯೆ : 32/2024	[437, 1605, 559, 1616]
story1-quote-by: ■ ಶ್ರೀ ಗುರುಬಸವ ಸ್ವಾಮೀಜಿ	[466, 490, 570, 503]
masthead-rule	[40, 70, 1298, 72]
section-rule	[664, 1104, 1298, 1105]
story4-headline: ವಾಹನ ಜಪ್ತು ಮಾಡಿದ ಫೈನಾನ್ಸ್ ವಿರುದ್ಧ ಆಕ್ರೋಶ	[664, 1146, 1137, 1181]
tender2-table-header-cell: Date of Live Auction Ends at	[1186, 1690, 1253, 1722]
authority-emblem-icon	[991, 1429, 1025, 1463]
